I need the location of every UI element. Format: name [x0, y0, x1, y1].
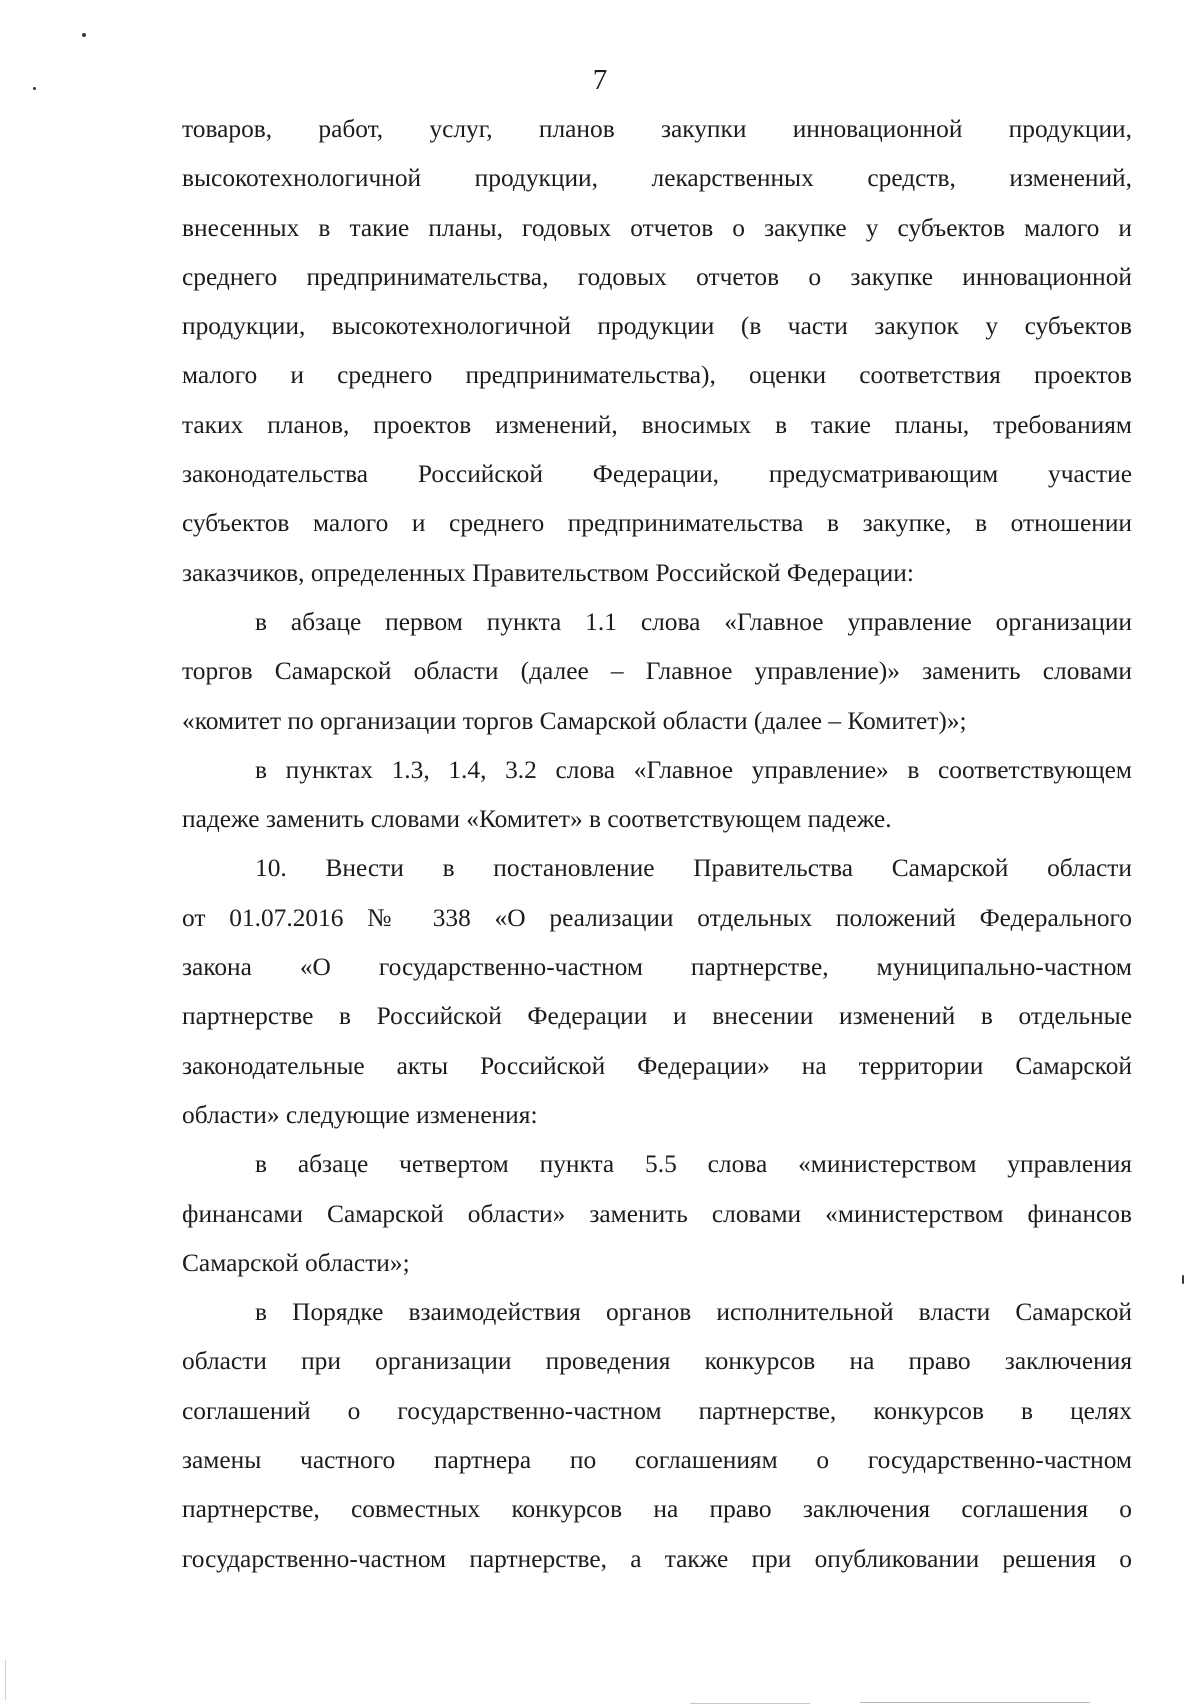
text-line: товаров, работ, услуг, планов закупки инновационной продукции, — [182, 115, 1132, 143]
text-line: партнерстве в Российской Федерации и внесении изменений в отдельные — [182, 1002, 1132, 1031]
text-line: финансами Самарской области» заменить словами «министерством финансов — [182, 1199, 1132, 1228]
text-line: 10. Внести в постановление Правительства Самарской области — [255, 854, 1132, 883]
text-line: субъектов малого и среднего предпринимательства в закупке, в отношении — [182, 509, 1132, 538]
text-line: области при организации проведения конкурсов на право заключения — [182, 1347, 1132, 1376]
text-line: в Порядке взаимодействия органов исполнительной власти Самарской — [255, 1298, 1132, 1327]
text-line: продукции, высокотехнологичной продукции (в части закупок у субъектов — [182, 312, 1132, 341]
scan-speck — [1182, 1275, 1184, 1284]
scan-edge-line — [5, 1660, 6, 1700]
text-line: замены частного партнера по соглашениям о государственно-частном — [182, 1446, 1132, 1475]
body-text — [182, 105, 1132, 1584]
text-line: малого и среднего предпринимательства), оценки соответствия проектов — [182, 361, 1132, 390]
text-line: области» следующие изменения: — [182, 1100, 538, 1129]
text-line: законодательства Российской Федерации, предусматривающим участие — [182, 460, 1132, 489]
text-line: закона «О государственно-частном партнерстве, муниципально-частном — [182, 953, 1132, 982]
scan-edge-line — [690, 1703, 810, 1704]
scan-speck — [33, 87, 36, 90]
text-line: в пунктах 1.3, 1.4, 3.2 слова «Главное управление» в соответствующем — [255, 755, 1132, 784]
page-number: 7 — [592, 64, 608, 96]
text-line: падеже заменить словами «Комитет» в соответствующем падеже. — [182, 805, 892, 834]
text-line: торгов Самарской области (далее – Главное управление)» заменить словами — [182, 657, 1132, 686]
text-line: высокотехнологичной продукции, лекарственных средств, изменений, — [182, 164, 1132, 193]
text-line: в абзаце первом пункта 1.1 слова «Главное управление организации — [255, 607, 1132, 636]
text-line: государственно-частном партнерстве, а также при опубликовании решения о — [182, 1544, 1132, 1573]
text-line: Самарской области»; — [182, 1248, 410, 1277]
text-line: «комитет по организации торгов Самарской области (далее – Комитет)»; — [182, 706, 967, 735]
text-line: партнерстве, совместных конкурсов на право заключения соглашения о — [182, 1495, 1132, 1524]
scan-speck — [82, 33, 86, 37]
text-line: соглашений о государственно-частном партнерстве, конкурсов в целях — [182, 1396, 1132, 1425]
text-line: законодательные акты Российской Федерации» на территории Самарской — [182, 1051, 1132, 1080]
text-line: заказчиков, определенных Правительством Российской Федерации: — [182, 558, 914, 587]
text-line: среднего предпринимательства, годовых отчетов о закупке инновационной — [182, 262, 1132, 291]
text-line: таких планов, проектов изменений, вносимых в такие планы, требованиям — [182, 410, 1132, 439]
text-line: внесенных в такие планы, годовых отчетов о закупке у субъектов малого и — [182, 213, 1132, 242]
text-line: от 01.07.2016 № 338 «О реализации отдельных положений Федерального — [182, 903, 1132, 932]
scan-edge-line — [860, 1702, 1090, 1703]
text-line: в абзаце четвертом пункта 5.5 слова «министерством управления — [255, 1150, 1132, 1179]
